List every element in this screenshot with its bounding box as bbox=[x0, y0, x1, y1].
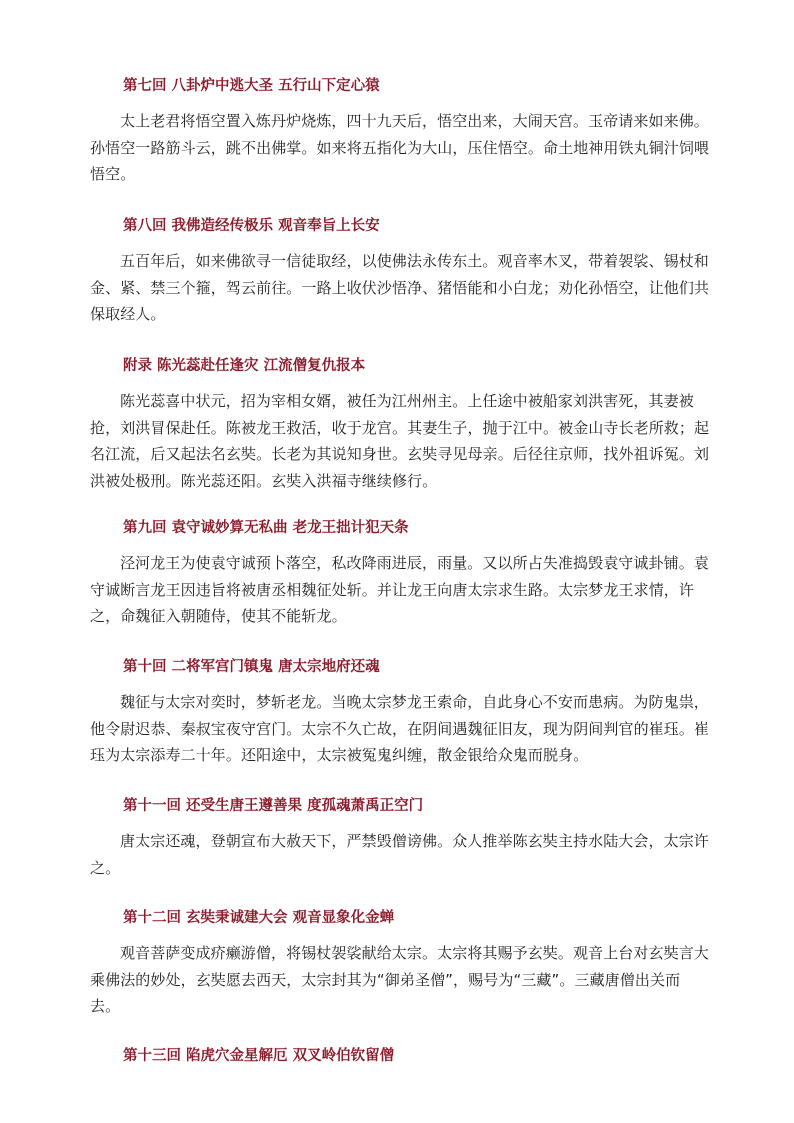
chapter-summary: 五百年后，如来佛欲寻一信徒取经，以使佛法永传东土。观音率木叉，带着袈裟、锡杖和金、紧、禁三个箍，驾云前往。一路上收伏沙悟净、猪悟能和小白龙；劝化孙悟空，让他们共保取经人。 bbox=[90, 252, 710, 323]
chapter-summary: 泾河龙王为使袁守诚预卜落空，私改降雨进辰，雨量。又以所占失准捣毁袁守诚卦铺。袁守诚断言龙王因违旨将被唐丞相魏征处斩。并让龙王向唐太宗求生路。太宗梦龙王求情，许之，命魏征入朝随侍，使其不能斩龙。 bbox=[90, 554, 709, 625]
chapter-heading: 第九回 袁守诚妙算无私曲 老龙王拙计犯天条 bbox=[123, 519, 409, 536]
chapter-section bbox=[90, 518, 710, 630]
chapter-heading: 附录 陈光蕊赴任逢灾 江流僧复仇报本 bbox=[123, 357, 366, 374]
chapter-section bbox=[90, 908, 710, 1020]
chapter-heading: 第七回 八卦炉中逃大圣 五行山下定心猿 bbox=[123, 77, 380, 94]
chapter-heading: 第十二回 玄奘秉诚建大会 观音显象化金蝉 bbox=[123, 909, 395, 926]
chapter-summary: 观音菩萨变成疥癞游僧，将锡杖袈裟献给太宗。太宗将其赐予玄奘。观音上台对玄奘言大乘佛法的妙处，玄奘愿去西天，太宗封其为“御弟圣僧”，赐号为“三藏”。三藏唐僧出关而去。 bbox=[90, 944, 709, 1015]
chapter-summary: 魏征与太宗对奕时，梦斩老龙。当晚太宗梦龙王索命，自此身心不安而患病。为防鬼祟，他令尉迟恭、秦叔宝夜守宫门。太宗不久亡故，在阴间遇魏征旧友，现为阴间判官的崔珏。崔珏为太宗添寿二十年。还阳途中，太宗被冤鬼纠缠，散金银给众鬼而脱身。 bbox=[90, 693, 710, 764]
chapter-heading: 第十三回 陷虎穴金星解厄 双叉岭伯钦留僧 bbox=[123, 1047, 395, 1064]
chapter-section bbox=[90, 657, 710, 769]
chapter-heading: 第十一回 还受生唐王遵善果 度孤魂萧禹正空门 bbox=[123, 797, 424, 814]
chapter-section bbox=[90, 356, 710, 494]
chapter-section bbox=[90, 1046, 710, 1066]
chapter-summary: 唐太宗还魂，登朝宣布大赦天下，严禁毁僧谤佛。众人推举陈玄奘主持水陆大会，太宗许之。 bbox=[90, 832, 709, 877]
chapter-summary: 太上老君将悟空置入炼丹炉烧炼，四十九天后，悟空出来，大闹天宫。玉帝请来如来佛。孙悟空一路筋斗云，跳不出佛掌。如来将五指化为大山，压住悟空。命土地神用铁丸铜汁饲喂悟空。 bbox=[90, 112, 710, 183]
chapter-heading: 第十回 二将军宫门镇鬼 唐太宗地府还魂 bbox=[123, 658, 380, 675]
chapter-section bbox=[90, 796, 710, 881]
chapter-heading: 第八回 我佛造经传极乐 观音奉旨上长安 bbox=[123, 217, 380, 234]
chapter-section bbox=[90, 76, 710, 188]
chapter-summary: 陈光蕊喜中状元，招为宰相女婿，被任为江州州主。上任途中被船家刘洪害死，其妻被抢，刘洪冒保赴任。陈被龙王救活，收于龙宫。其妻生子，抛于江中。被金山寺长老所救；起名江流，后又起法名玄奘。长老为其说知身世。玄奘寻见母亲。后径往京师，找外祖诉冤。刘洪被处极刑。陈光蕊还阳。玄奘入洪福寺继续修行。 bbox=[90, 392, 710, 490]
chapter-section bbox=[90, 216, 710, 328]
